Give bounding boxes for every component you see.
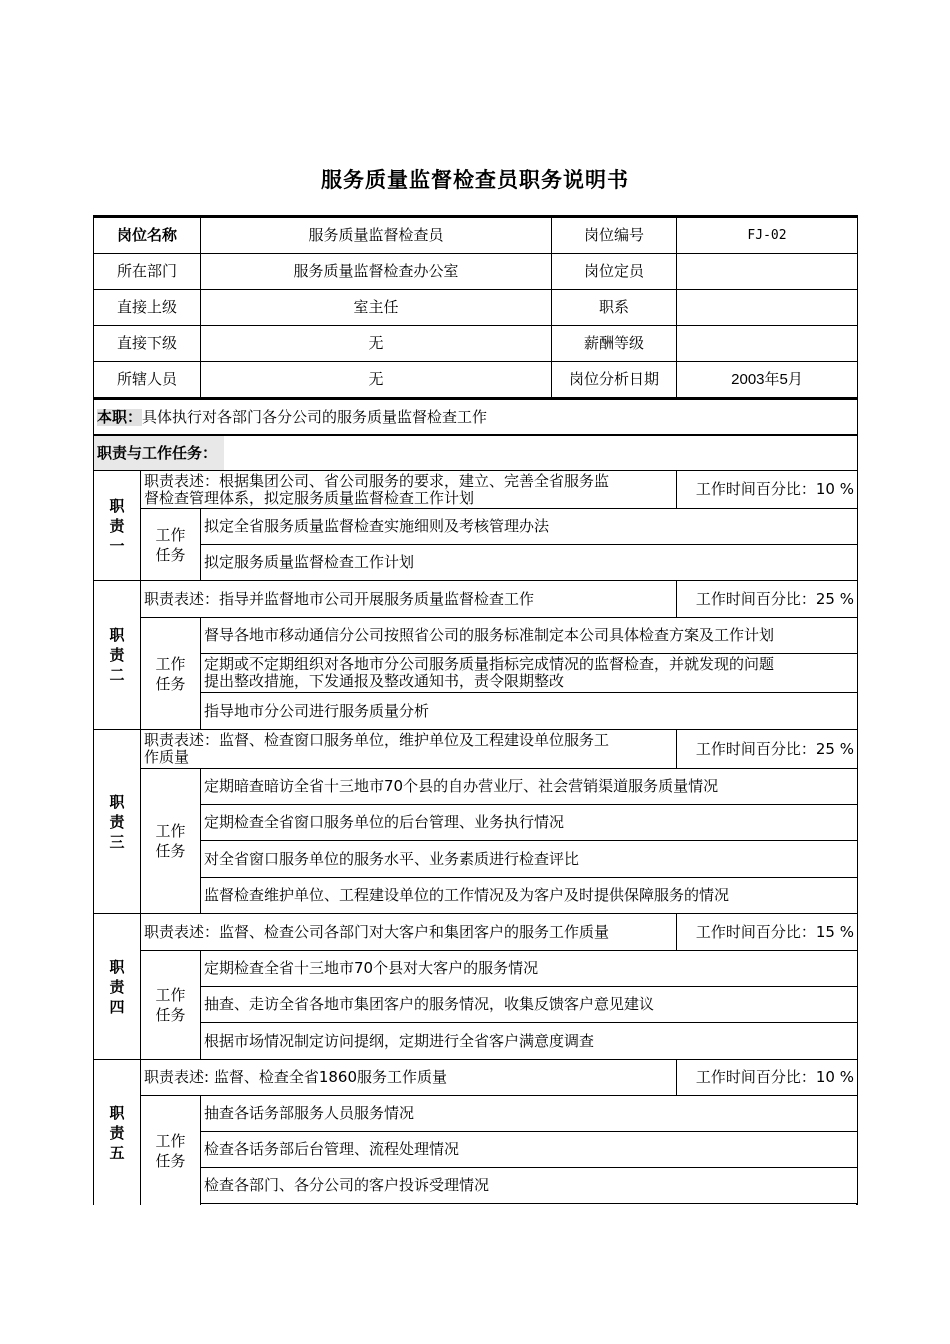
duty-4-desc: 职责表述：监督、检查公司各部门对大客户和集团客户的服务工作质量: [140, 913, 677, 951]
duty-5-task-label: 工作 任务: [140, 1095, 201, 1205]
core-row: [93, 398, 858, 435]
superior-value: 室主任: [200, 289, 552, 326]
duty-1-task-label: 工作 任务: [140, 508, 201, 581]
post-name-value: 服务质量监督检查员: [200, 217, 552, 254]
duty-1-desc: 职责表述：根据集团公司、省公司服务的要求，建立、完善全省服务监 督检查管理体系，拟定服务质量监督检查工作计划: [140, 470, 677, 509]
duty-2-percent: 工作时间百分比：25 %: [676, 580, 858, 618]
core-text: 具体执行对各部门各分公司的服务质量监督检查工作: [142, 407, 488, 426]
duties-header: 职责与工作任务：: [93, 434, 858, 471]
duty-1-task-2: 拟定服务质量监督检查工作计划: [200, 544, 858, 581]
duty-2-name: 职 责 二: [93, 580, 141, 730]
duty-3-name: 职 责 三: [93, 729, 141, 914]
duty-5-percent: 工作时间百分比：10 %: [676, 1059, 858, 1096]
post-code-label: 岗位编号: [551, 217, 677, 254]
subordinate-label: 直接下级: [93, 325, 201, 362]
duty-2-task-3: 指导地市分公司进行服务质量分析: [200, 692, 858, 730]
analysis-date-label: 岗位分析日期: [551, 361, 677, 398]
duty-4-percent: 工作时间百分比：15 %: [676, 913, 858, 951]
salary-value: [676, 325, 858, 362]
duty-4-task-2: 抽查、走访全省各地市集团客户的服务情况，收集反馈客户意见建议: [200, 986, 858, 1023]
quota-value: [676, 253, 858, 290]
duty-4-task-1: 定期检查全省十三地市70个县对大客户的服务情况: [200, 950, 858, 987]
duty-3-task-1: 定期暗查暗访全省十三地市70个县的自办营业厅、社会营销渠道服务质量情况: [200, 768, 858, 805]
duty-3-task-4: 监督检查维护单位、工程建设单位的工作情况及为客户及时提供保障服务的情况: [200, 877, 858, 914]
managed-label: 所辖人员: [93, 361, 201, 398]
series-value: [676, 289, 858, 326]
duty-3-task-3: 对全省窗口服务单位的服务水平、业务素质进行检查评比: [200, 840, 858, 878]
dept-label: 所在部门: [93, 253, 201, 290]
duty-5-task-3: 检查各部门、各分公司的客户投诉受理情况: [200, 1167, 858, 1204]
post-name-label: 岗位名称: [93, 217, 201, 254]
series-label: 职系: [551, 289, 677, 326]
duty-1-percent: 工作时间百分比：10 %: [676, 470, 858, 509]
quota-label: 岗位定员: [551, 253, 677, 290]
duty-2-task-1: 督导各地市移动通信分公司按照省公司的服务标准制定本公司具体检查方案及工作计划: [200, 617, 858, 654]
duty-1-name: 职 责 一: [93, 470, 141, 581]
salary-label: 薪酬等级: [551, 325, 677, 362]
duty-3-task-2: 定期检查全省窗口服务单位的后台管理、业务执行情况: [200, 804, 858, 841]
duty-5-task-2: 检查各话务部后台管理、流程处理情况: [200, 1131, 858, 1168]
duty-5-desc: 职责表述: 监督、检查全省1860服务工作质量: [140, 1059, 677, 1096]
superior-label: 直接上级: [93, 289, 201, 326]
duty-5-name: 职 责 五: [93, 1059, 141, 1205]
duty-4-name: 职 责 四: [93, 913, 141, 1060]
duty-2-task-label: 工作 任务: [140, 617, 201, 730]
analysis-date-value: 2003年5月: [676, 361, 858, 398]
duty-1-task-1: 拟定全省服务质量监督检查实施细则及考核管理办法: [200, 508, 858, 545]
managed-value: 无: [200, 361, 552, 398]
duty-3-task-label: 工作 任务: [140, 768, 201, 914]
subordinate-value: 无: [200, 325, 552, 362]
duty-3-desc: 职责表述：监督、检查窗口服务单位，维护单位及工程建设单位服务工 作质量: [140, 729, 677, 769]
duty-4-task-3: 根据市场情况制定访问提纲，定期进行全省客户满意度调查: [200, 1022, 858, 1060]
core-label: 本职：: [97, 407, 143, 426]
duty-5-task-1: 抽查各话务部服务人员服务情况: [200, 1095, 858, 1132]
page-title: 服务质量监督检查员职务说明书: [321, 168, 629, 192]
duty-2-desc: 职责表述：指导并监督地市公司开展服务质量监督检查工作: [140, 580, 677, 618]
duty-2-task-2: 定期或不定期组织对各地市分公司服务质量指标完成情况的监督检查，并就发现的问题 提出整改措施，下发通报及整改通知书，责令限期整改: [200, 653, 858, 693]
dept-value: 服务质量监督检查办公室: [200, 253, 552, 290]
duty-3-percent: 工作时间百分比：25 %: [676, 729, 858, 769]
post-code-value: FJ-02: [676, 217, 858, 254]
duty-4-task-label: 工作 任务: [140, 950, 201, 1060]
